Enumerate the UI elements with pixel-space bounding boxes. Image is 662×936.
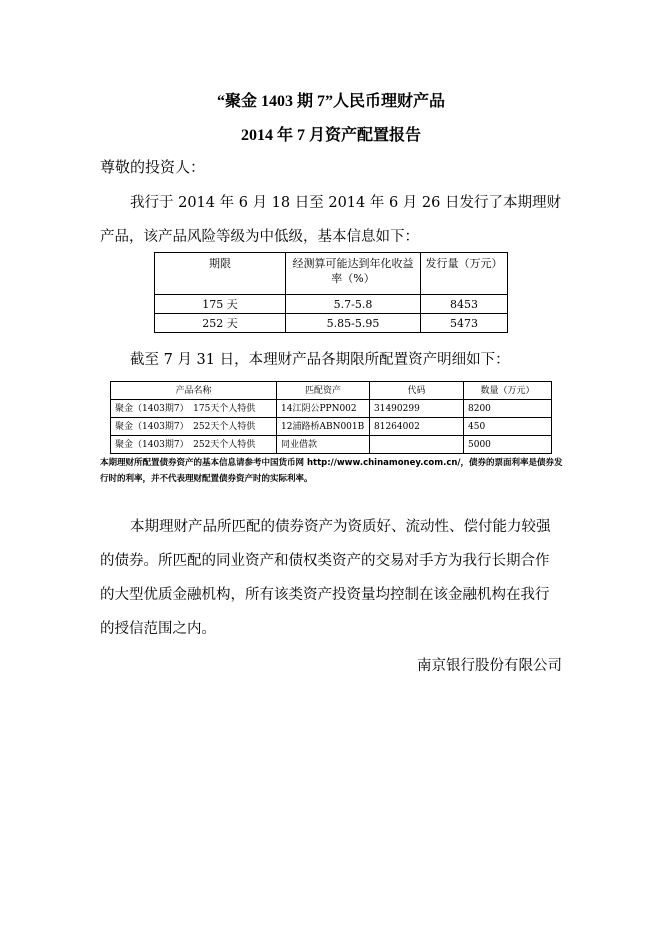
table-cell: 聚金（1403期7） 252天个人特供 [111, 418, 277, 436]
table-cell: 聚金（1403期7） 175天个人特供 [111, 400, 277, 418]
table-row [111, 400, 552, 418]
footnote: 本期理财所配置债券资产的基本信息请参考中国货币网 http://www.chinamoney.com.cn/，债券的票面利率是债券发行时的利率，并不代表理财配置债券资产时的实际利率。 [100, 458, 563, 484]
header-cell: 期限 [155, 253, 286, 295]
header-cell: 数量（万元） [464, 382, 552, 400]
table-header-row [155, 253, 508, 295]
greeting: 尊敬的投资人： [100, 158, 206, 176]
table-cell: 8200 [464, 400, 552, 418]
header-cell: 代码 [370, 382, 464, 400]
table-cell: 5000 [464, 436, 552, 454]
table-header-row [111, 382, 552, 400]
header-cell: 经测算可能达到年化收益率（%） [286, 253, 421, 295]
table-row [155, 295, 508, 314]
table-row [111, 436, 552, 454]
table-row [111, 418, 552, 436]
table-cell: 5.7-5.8 [286, 295, 421, 314]
table-row [155, 314, 508, 333]
table-cell: 450 [464, 418, 552, 436]
closing-paragraph: 本期理财产品所匹配的债券资产为资质好、流动性、偿付能力较强的债券。所匹配的同业资产和债权类资产的交易对手方为我行长期合作的大型优质金融机构，所有该类资产投资量均控制在该金融机构在我行的授信范围之内。 [100, 519, 551, 637]
table-cell: 175 天 [155, 295, 286, 314]
table-cell [370, 436, 464, 454]
table-cell: 81264002 [370, 418, 464, 436]
intro-paragraph: 我行于 2014 年 6 月 18 日至 2014 年 6 月 26 日发行了本期理财产品，该产品风险等级为中低级，基本信息如下： [100, 195, 561, 245]
table-cell: 8453 [421, 295, 508, 314]
table-cell: 14江阴公PPN002 [277, 400, 370, 418]
report-title-line1: “聚金 1403 期 7”人民币理财产品 [216, 93, 445, 110]
product-info-table [154, 252, 508, 333]
table-cell: 252 天 [155, 314, 286, 333]
detail-intro: 截至 7 月 31 日，本理财产品各期限所配置资产明细如下： [130, 352, 510, 368]
table-cell: 同业借款 [277, 436, 370, 454]
asset-detail-table [110, 381, 552, 454]
header-cell: 匹配资产 [277, 382, 370, 400]
header-cell: 产品名称 [111, 382, 277, 400]
table-cell: 31490299 [370, 400, 464, 418]
table-cell: 12浦路桥ABN001B [277, 418, 370, 436]
table-cell: 聚金（1403期7） 252天个人特供 [111, 436, 277, 454]
table-cell: 5.85-5.95 [286, 314, 421, 333]
table-cell: 5473 [421, 314, 508, 333]
header-cell: 发行量（万元） [421, 253, 508, 295]
report-title-line2: 2014 年 7 月资产配置报告 [240, 127, 421, 144]
signature: 南京银行股份有限公司 [417, 658, 562, 674]
